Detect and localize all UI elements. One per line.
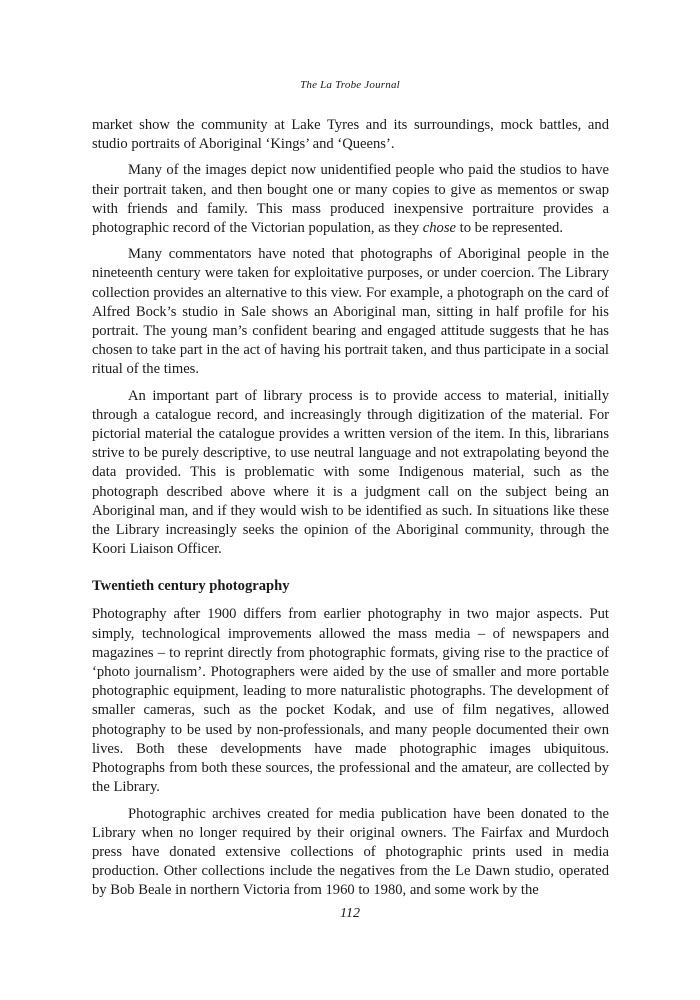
paragraph-text: Photography after 1900 differs from earlier photography in two major aspects. Put simply, technological improvements allowed the mass media – of newspapers and magazines – to reprint directly from photographic formats, giving rise to the practice of ‘photo journalism’. Photographers were aided by the use of smaller and more portable photographic equipment, leading to more naturalistic photographs. The development of smaller cameras, such as the pocket Kodak, and use of film negatives, allowed photography to be used by non-professionals, and many people documented their own lives. Both these developments have made photographic images ubiquitous. Photographs from both these sources, the professional and the amateur, are collected by the Library. [92,606,609,796]
paragraph [92,805,609,901]
page-number: 112 [340,906,360,921]
paragraph-text: Photographic archives created for media publication have been donated to the Library when no longer required by their original owners. The Fairfax and Murdoch press have donated extensive collections of photographic prints used in media production. Other collections include the negatives from the Le Dawn studio, operated by Bob Beale in northern Victoria from 1960 to 1980, and some work by the [92,805,609,899]
paragraph-text: An important part of library process is to provide access to material, initially through a catalogue record, and increasingly through digitization of the material. For pictorial material the catalogue provides a written version of the item. In this, librarians strive to be purely descriptive, to use neutral language and not extrapolating beyond the data provided. This is problematic with some Indigenous material, such as the photograph described above where it is a judgment call on the subject being an Aboriginal man, and if they would wish to be identified as such. In situations like these the Library increasingly seeks the opinion of the Aboriginal community, through the Koori Liaison Officer. [92,387,609,558]
paragraph [92,116,609,154]
article-body [92,116,609,901]
paragraph [92,387,609,560]
emphasis-text: chose [422,220,457,237]
paragraph [92,161,609,238]
running-head: The La Trobe Journal [300,79,400,91]
paragraph-text: Many commentators have noted that photographs of Aboriginal people in the nineteenth century were taken for exploitative purposes, or under coercion. The Library collection provides an alternative to this view. For example, a photograph on the card of Alfred Bock’s studio in Sale shows an Aboriginal man, sitting in half profile for his portrait. The young man’s confident bearing and engaged attitude suggests that he has chosen to take part in the act of having his portrait taken, and thus participate in a social ritual of the times. [92,246,609,378]
paragraph-text: market show the community at Lake Tyres and its surroundings, mock battles, and studio portraits of Aboriginal ‘Kings’ and ‘Queens’. [92,117,609,153]
paragraph [92,605,609,797]
paragraph-text: to be represented. [456,220,563,237]
section-heading: Twentieth century photography [92,578,290,595]
paragraph [92,245,609,379]
paragraph-text: Many of the images depict now unidentified people who paid the studios to have their portrait taken, and then bought one or many copies to give as mementos or swap with friends and family. This mass produced inexpensive portraiture provides a photographic record of the Victorian population, as they [92,162,609,237]
